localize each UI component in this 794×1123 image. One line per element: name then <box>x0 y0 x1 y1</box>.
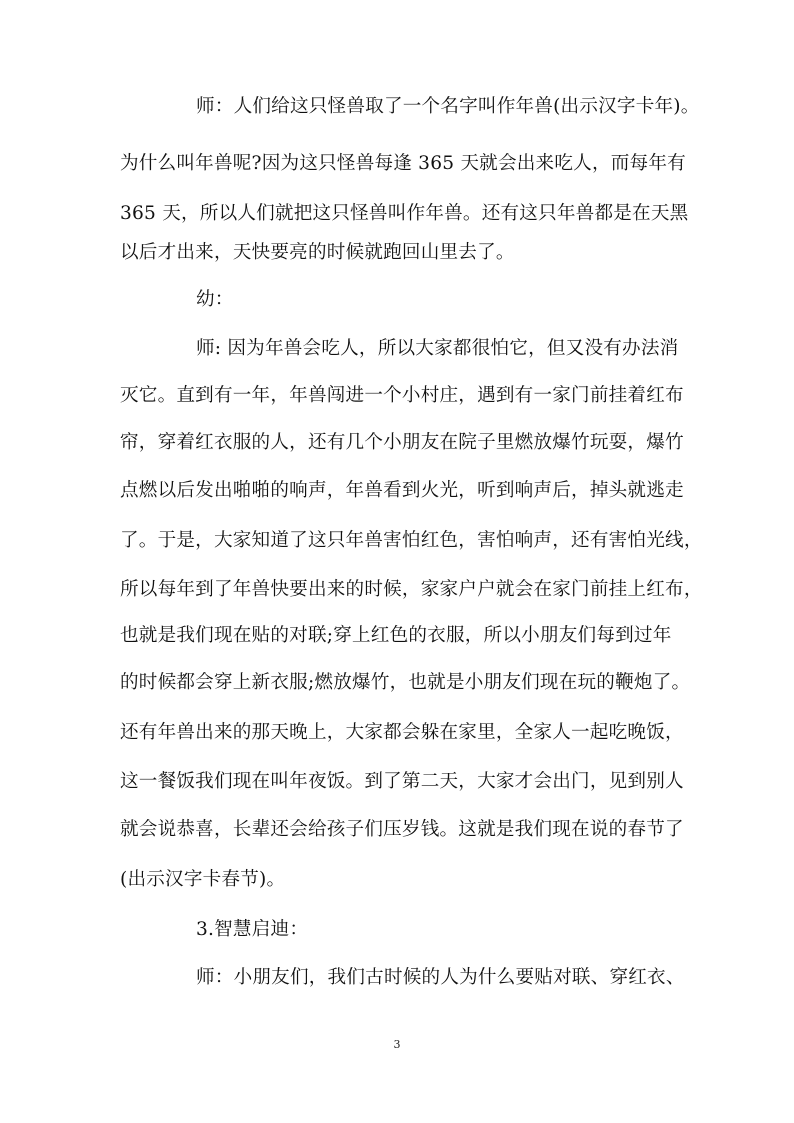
text-line-19: 师：小朋友们，我们古时候的人为什么要贴对联、穿红衣、 <box>196 967 685 988</box>
text-line-3: 365 天，所以人们就把这只怪兽叫作年兽。还有这只年兽都是在天黑 <box>120 203 689 224</box>
text-line-10: 了。于是，大家知道了这只年兽害怕红色，害怕响声，还有害怕光线， <box>120 530 703 551</box>
text-line-2: 为什么叫年兽呢?因为这只怪兽每逢 365 天就会出来吃人，而每年有 <box>120 153 686 174</box>
text-line-6: 师: 因为年兽会吃人，所以大家都很怕它，但又没有办法消 <box>196 338 679 359</box>
text-line-8: 帘，穿着红衣服的人，还有几个小朋友在院子里燃放爆竹玩耍，爆竹 <box>120 432 684 453</box>
text-line-14: 还有年兽出来的那天晚上，大家都会躲在家里，全家人一起吃晚饭， <box>120 722 684 743</box>
text-line-7: 灭它。直到有一年，年兽闯进一个小村庄，遇到有一家门前挂着红布 <box>120 385 684 406</box>
text-line-12: 也就是我们现在贴的对联;穿上红色的衣服，所以小朋友们每到过年 <box>120 625 672 646</box>
text-line-1: 师：人们给这只怪兽取了一个名字叫作年兽(出示汉字卡年)。 <box>196 96 700 117</box>
text-line-4: 以后才出来，天快要亮的时候就跑回山里去了。 <box>120 242 515 263</box>
text-line-5: 幼： <box>196 289 234 310</box>
text-line-16: 就会说恭喜，长辈还会给孩子们压岁钱。这就是我们现在说的春节了 <box>120 819 684 840</box>
page-number: 3 <box>393 1038 401 1051</box>
text-line-15: 这一餐饭我们现在叫年夜饭。到了第二天，大家才会出门，见到别人 <box>120 771 684 792</box>
text-line-9: 点燃以后发出啪啪的响声，年兽看到火光，听到响声后，掉头就逃走 <box>120 480 684 501</box>
section-heading: 3.智慧启迪： <box>196 919 309 940</box>
text-line-17: (出示汉字卡春节)。 <box>120 869 286 890</box>
text-line-13: 的时候都会穿上新衣服;燃放爆竹，也就是小朋友们现在玩的鞭炮了。 <box>120 672 691 693</box>
text-line-11: 所以每年到了年兽快要出来的时候，家家户户就会在家门前挂上红布， <box>120 579 703 600</box>
